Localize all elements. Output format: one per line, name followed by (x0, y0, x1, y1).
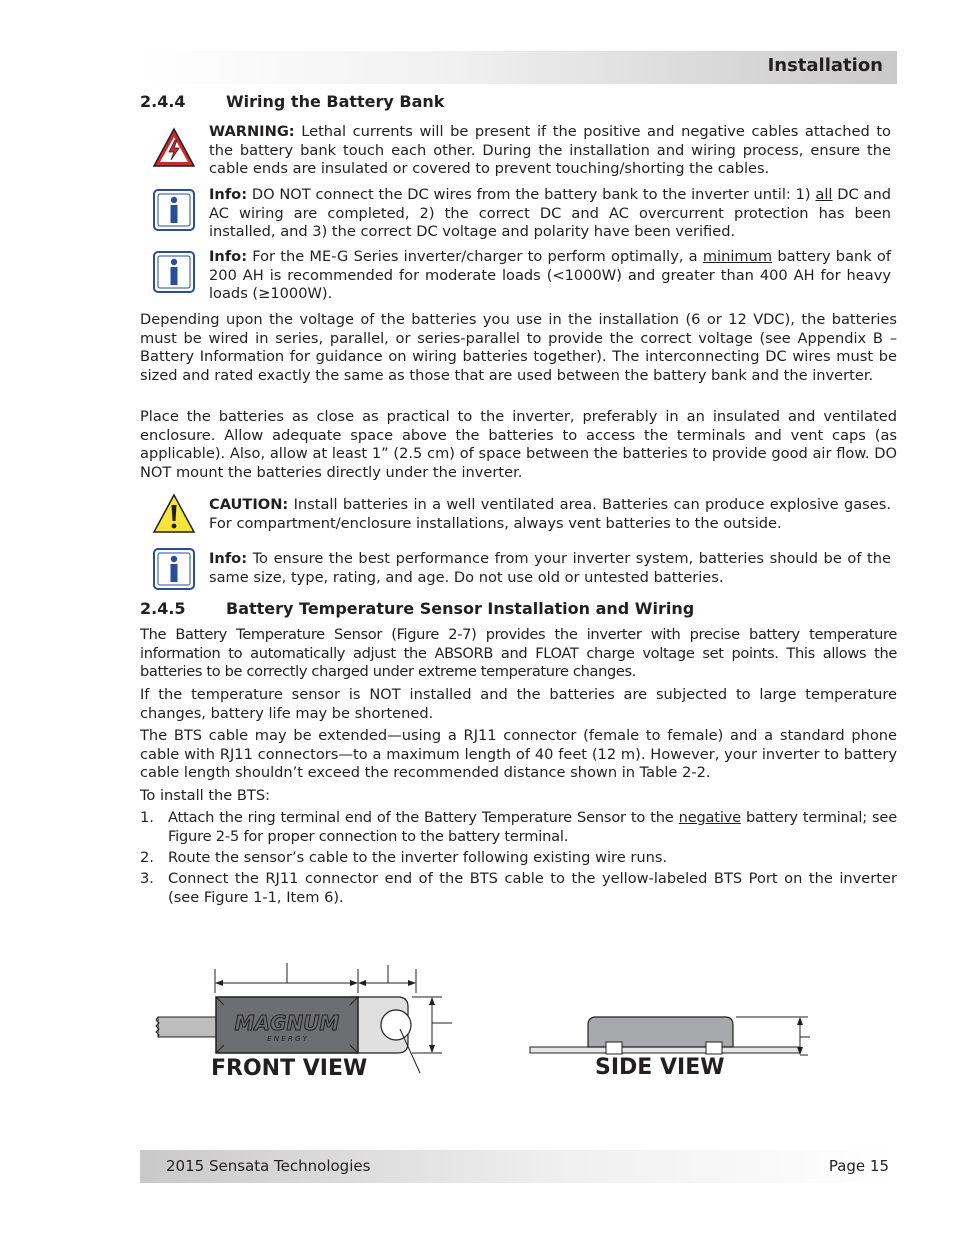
info-label: Info: (209, 186, 248, 203)
caution-callout (209, 496, 891, 533)
info-emphasis: all (815, 186, 833, 203)
info-text: DO NOT connect the DC wires from the battery bank to the inverter until: 1) (247, 186, 816, 203)
copyright-text: 2015 Sensata Technologies (166, 1157, 371, 1175)
list-text: Connect the RJ11 connector end of the BTS cable to the yellow-labeled BTS Port on the inverter (see Figure 1-1, Item 6). (168, 870, 897, 906)
page-section-title: Installation (767, 55, 883, 76)
section-heading-2-4-5 (140, 600, 694, 619)
info-text: To ensure the best performance from your inverter system, batteries should be of the same size, type, rating, and age. Do not use old or untested batteries. (209, 550, 891, 586)
body-paragraph: Depending upon the voltage of the batteries you use in the installation (6 or 12 VDC), the batteries must be wired in series, parallel, or series-parallel to provide the correct voltage (see Appendix B – Battery Information for guidance on wiring batteries together). The interconnecting DC wires must be sized and rated exactly the same as those that are used between the battery bank and the inverter. (140, 311, 897, 384)
info-emphasis: minimum (702, 248, 773, 265)
warning-label: WARNING: (209, 123, 295, 140)
magnum-logo: MAGNUM (234, 1011, 340, 1035)
info-text: For the ME-G Series inverter/charger to perform optimally, a (247, 248, 703, 265)
info-callout-3 (209, 550, 891, 587)
info-text: DC and AC wiring are completed, 2) the correct DC and AC overcurrent protection has been installed, and 3) the correct DC voltage and polarity have been verified. (209, 186, 891, 241)
section-title: Battery Temperature Sensor Installation and Wiring (226, 599, 695, 618)
section-number: 2.4.5 (140, 599, 186, 618)
header-bar (140, 51, 897, 84)
list-text-part: battery terminal; see Figure 2-5 for proper connection to the battery terminal. (168, 809, 897, 845)
magnum-logo-sub: E N E R G Y (267, 1035, 307, 1043)
section-heading-2-4-4 (140, 93, 444, 112)
body-paragraph: The BTS cable may be extended—using a RJ11 connector (female to female) and a standard phone cable with RJ11 connectors—to a maximum length of 40 feet (12 m). However, your inverter to battery cable length shouldn’t exceed the recommended distance shown in Table 2-2. (140, 727, 897, 782)
info-callout-2 (209, 248, 891, 304)
section-title: Wiring the Battery Bank (226, 92, 445, 111)
list-item (140, 809, 897, 846)
info-text: battery bank of 200 AH is recommended for moderate loads (<1000W) and greater than 400 AH for heavy loads (≥1000W). (209, 248, 891, 303)
info-label: Info: (209, 550, 248, 567)
caution-text: Install batteries in a well ventilated area. Batteries can produce explosive gases. For compartment/enclosure installations, always vent batteries to the outside. (209, 496, 891, 532)
list-text: Route the sensor’s cable to the inverter following existing wire runs. (168, 849, 668, 866)
body-paragraph: The Battery Temperature Sensor (Figure 2-7) provides the inverter with precise battery temperature information to automatically adjust the ABSORB and FLOAT charge voltage set points. This allows the batteries to be correctly charged under extreme temperature changes. (140, 626, 897, 681)
warning-callout (209, 123, 891, 179)
page-number: Page 15 (828, 1157, 889, 1175)
list-intro: To install the BTS: (140, 787, 271, 804)
list-item (140, 849, 897, 868)
side-view-label: SIDE VIEW (595, 1055, 725, 1080)
footer-bar (140, 1150, 897, 1183)
front-view-label: FRONT VIEW (211, 1056, 368, 1081)
info-callout-1 (209, 186, 891, 242)
info-icon (152, 547, 196, 591)
side-view-drawing (530, 1017, 810, 1055)
info-icon (152, 250, 196, 294)
info-label: Info: (209, 248, 248, 265)
list-number: 1. (140, 809, 154, 826)
list-emphasis: negative (678, 809, 741, 826)
list-text (168, 809, 897, 846)
caution-icon (152, 492, 196, 536)
list-number: 2. (140, 849, 154, 866)
caution-label: CAUTION: (209, 496, 289, 513)
warning-electric-icon (152, 126, 196, 170)
section-number: 2.4.4 (140, 92, 186, 111)
warning-text: Lethal currents will be present if the positive and negative cables attached to the battery bank touch each other. During the installation and wiring process, ensure the cable ends are insulated or covered to prevent touching/shorting the cables. (209, 123, 891, 178)
info-icon (152, 188, 196, 232)
body-paragraph: If the temperature sensor is NOT installed and the batteries are subjected to large temperature changes, battery life may be shortened. (140, 686, 897, 722)
body-paragraph: Place the batteries as close as practical to the inverter, preferably in an insulated and ventilated enclosure. Allow adequate space above the batteries to access the terminals and vent caps (as applicable). Also, allow at least 1” (2.5 cm) of space between the batteries to provide good air flow. DO NOT mount the batteries directly under the inverter. (140, 408, 897, 481)
list-item (140, 870, 897, 907)
list-number: 3. (140, 870, 154, 887)
list-text-part: Attach the ring terminal end of the Battery Temperature Sensor to the (168, 809, 679, 826)
